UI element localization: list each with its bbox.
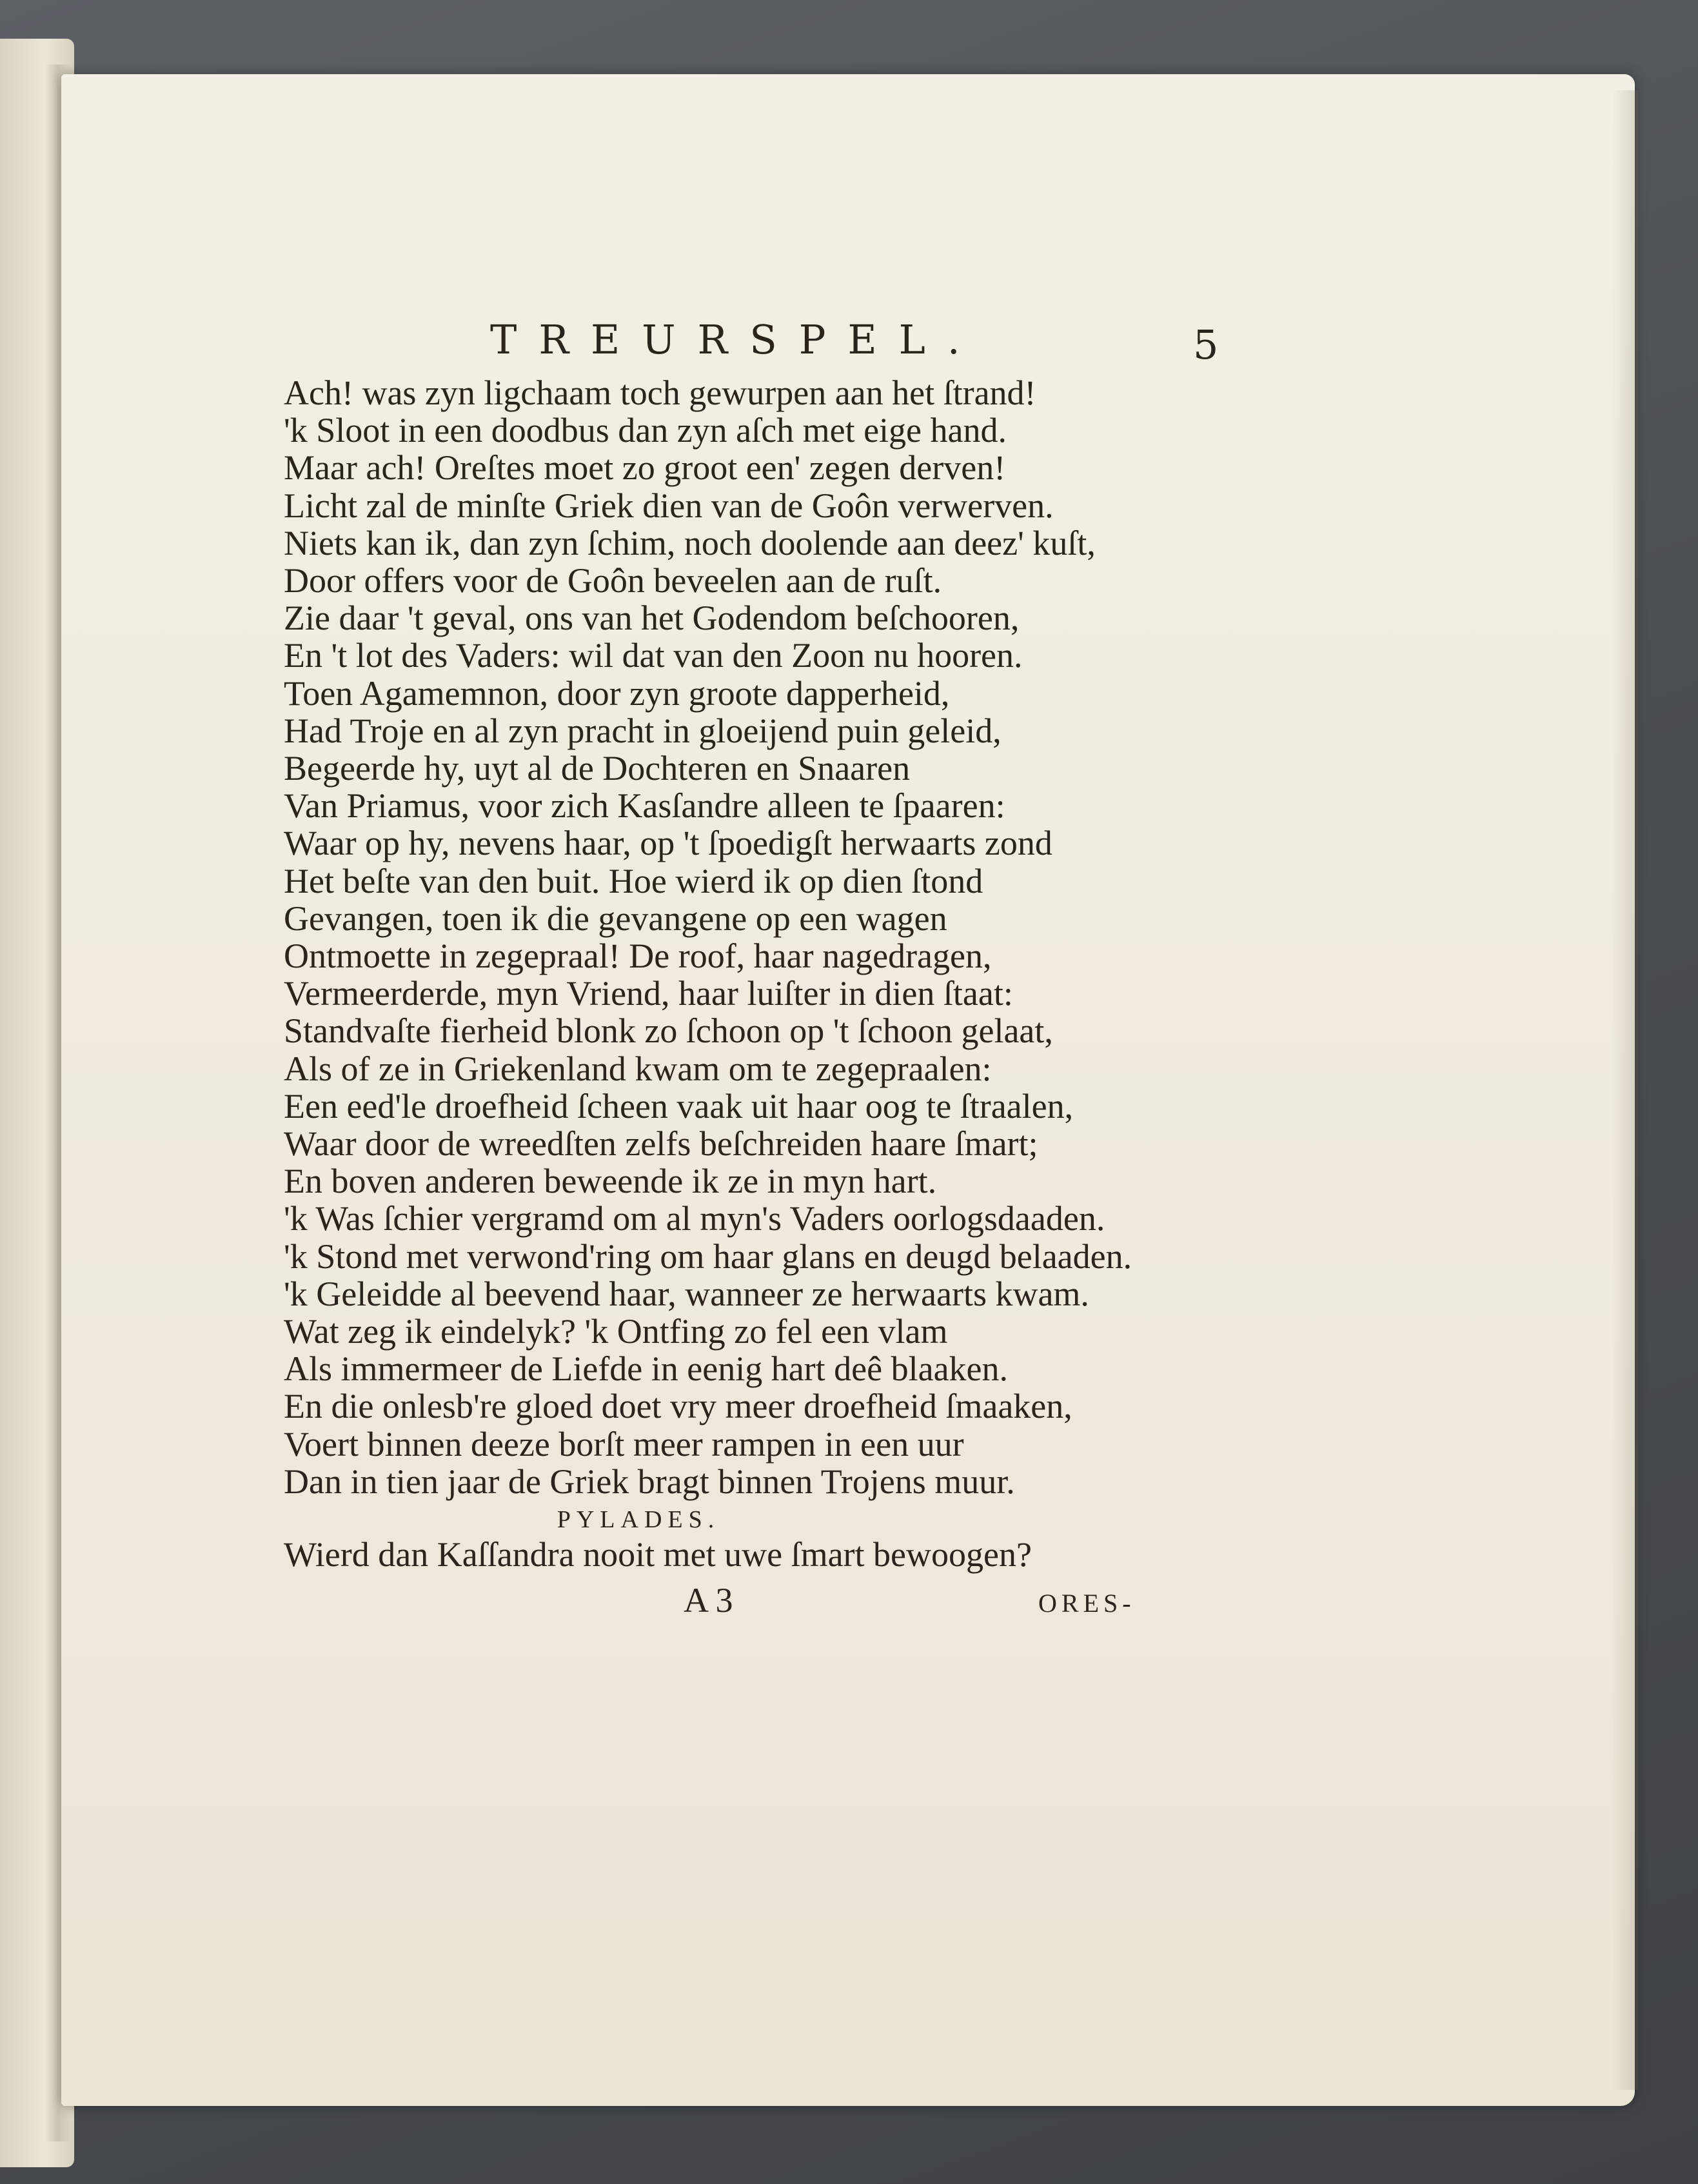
verse-line: Voert binnen deeze borſt meer rampen in een uur [284, 1424, 964, 1464]
signature-mark: A 3 [684, 1581, 733, 1620]
verse-line: Als of ze in Griekenland kwam om te zegepraalen: [284, 1049, 992, 1088]
speaker-name: PYLADES. [557, 1506, 720, 1534]
verse-line: En 't lot des Vaders: wil dat van den Zoon nu hooren. [284, 636, 1023, 675]
verse-line: Had Troje en al zyn pracht in gloeijend puin geleid, [284, 711, 1002, 750]
verse-line: En boven anderen beweende ik ze in myn hart. [284, 1162, 937, 1201]
verse-line: Dan in tien jaar de Griek bragt binnen Trojens muur. [284, 1462, 1015, 1501]
verse-line: Ontmoette in zegepraal! De roof, haar nagedragen, [284, 937, 992, 976]
verse-line: Van Priamus, voor zich Kasſandre alleen te ſpaaren: [284, 786, 1005, 826]
verse-line: Licht zal de minſte Griek dien van de Goôn verwerven. [284, 486, 1054, 525]
verse-line: 'k Was ſchier vergramd om al myn's Vaders oorlogsdaaden. [284, 1199, 1105, 1238]
verse-line: Standvaſte fierheid blonk zo ſchoon op 't ſchoon gelaat, [284, 1011, 1053, 1051]
page-number: 5 [1193, 321, 1219, 368]
running-title: TREURSPEL. [490, 316, 982, 363]
verse-line: 'k Sloot in een doodbus dan zyn aſch met eige hand. [284, 411, 1007, 450]
verse-line: Gevangen, toen ik die gevangene op een wagen [284, 898, 947, 938]
speaker-verse: Wierd dan Kaſſandra nooit met uwe ſmart bewoogen? [284, 1535, 1032, 1574]
verse-line: Ach! was zyn ligchaam toch gewurpen aan het ſtrand! [284, 373, 1036, 412]
page-edge-shadow [1612, 90, 1638, 2090]
catchword: ORES- [1038, 1589, 1136, 1618]
verse-line: Niets kan ik, dan zyn ſchim, noch doolende aan deez' kuſt, [284, 523, 1096, 562]
verse-line: Waar op hy, nevens haar, op 't ſpoedigſt herwaarts zond [284, 824, 1052, 863]
verse-line: Zie daar 't geval, ons van het Godendom beſchooren, [284, 599, 1020, 638]
verse-line: Als immermeer de Liefde in eenig hart deê blaaken. [284, 1349, 1009, 1389]
page-text-block [284, 316, 1225, 1632]
verse-line: Maar ach! Oreſtes moet zo groot een' zegen derven! [284, 448, 1006, 488]
verse-line: Toen Agamemnon, door zyn groote dapperheid, [284, 673, 950, 713]
page-footer [284, 1580, 1225, 1632]
verse-line: Waar door de wreedſten zelfs beſchreiden haare ſmart; [284, 1124, 1038, 1164]
verse-line: 'k Geleidde al beevend haar, wanneer ze herwaarts kwam. [284, 1274, 1089, 1313]
verse-line: Door offers voor de Goôn beveelen aan de ruſt. [284, 561, 942, 601]
verse-line: En die onlesb're gloed doet vry meer droefheid ſmaaken, [284, 1387, 1072, 1426]
verse-line: Vermeerderde, myn Vriend, haar luiſter in dien ſtaat: [284, 974, 1013, 1013]
verse-line: Begeerde hy, uyt al de Dochteren en Snaaren [284, 749, 911, 788]
running-head [284, 316, 1225, 374]
verse-line: Het beſte van den buit. Hoe wierd ik op dien ſtond [284, 861, 983, 900]
verse-list [284, 374, 1225, 1500]
verse-line: 'k Stond met verwond'ring om haar glans en deugd belaaden. [284, 1236, 1132, 1276]
verse-line: Wat zeg ik eindelyk? 'k Ontfing zo fel een vlam [284, 1312, 948, 1351]
verse-line: Een eed'le droefheid ſcheen vaak uit haar oog te ſtraalen, [284, 1086, 1074, 1126]
